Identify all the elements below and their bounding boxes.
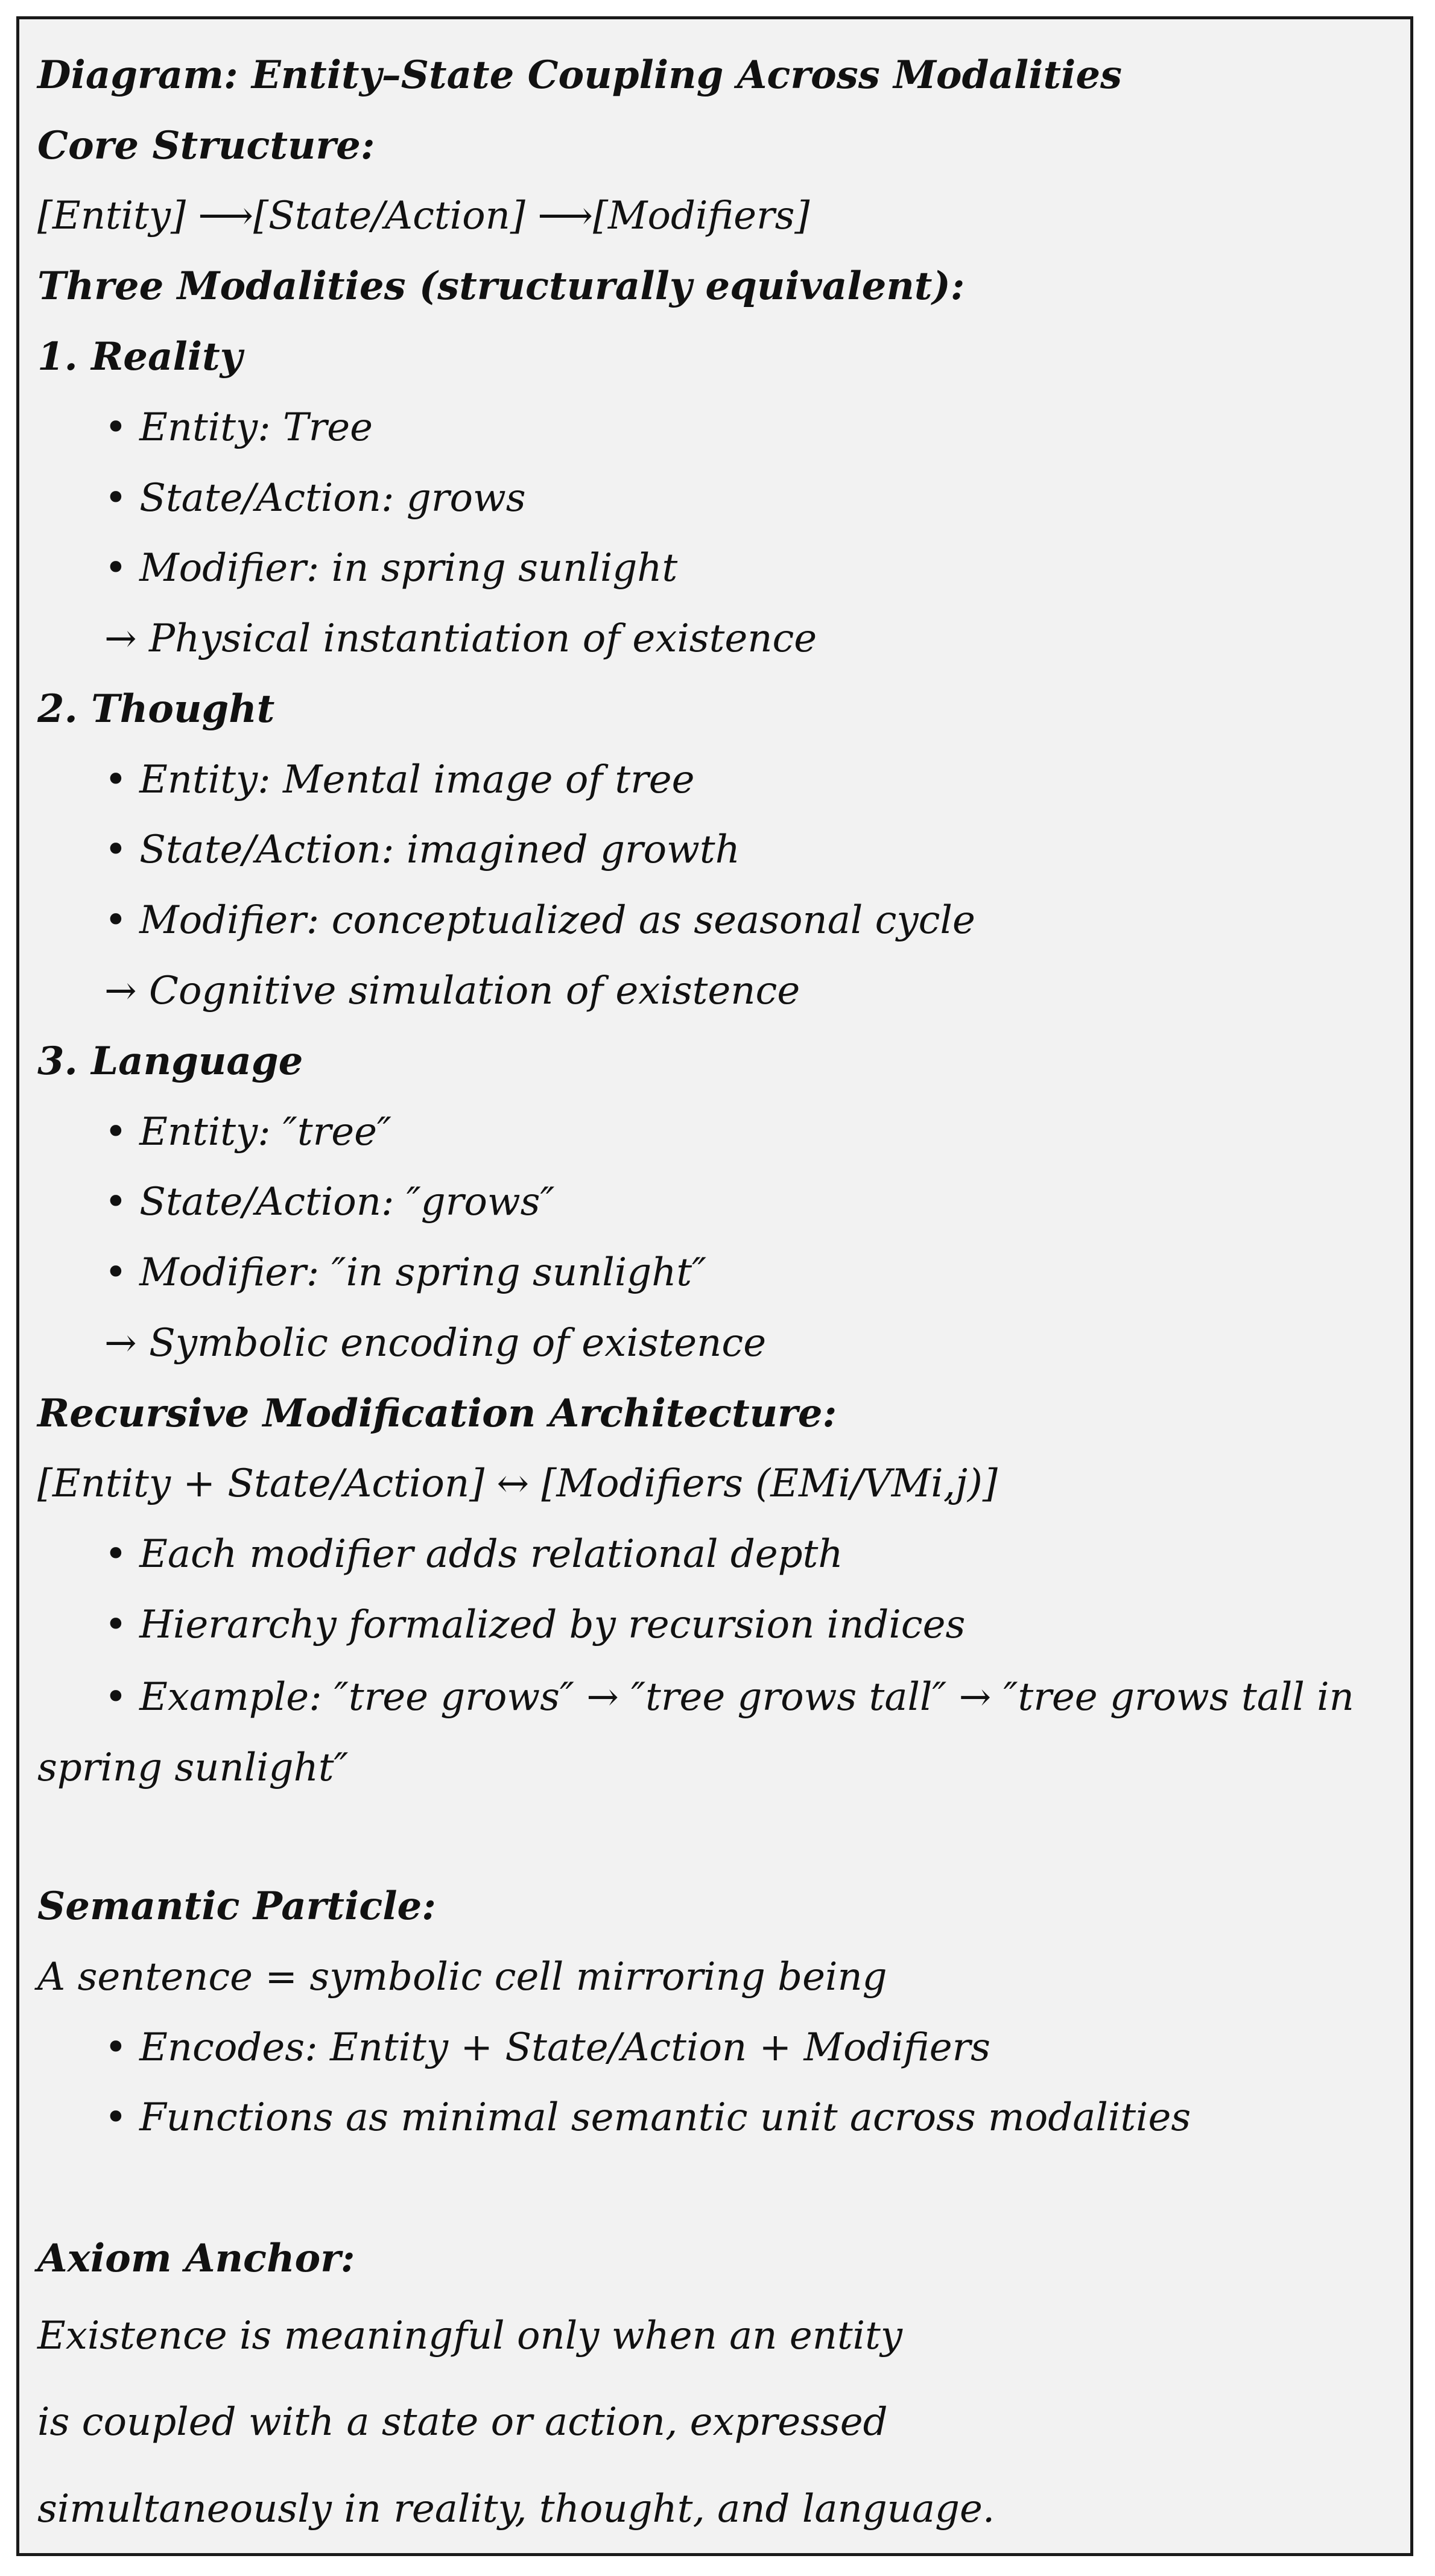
thought-heading: 2. Thought	[37, 686, 275, 732]
thought-item-modifier: • Modifier: conceptualized as seasonal cycle	[104, 901, 975, 940]
particle-heading: Semantic Particle:	[37, 1884, 436, 1929]
thought-item-state: • State/Action: imagined growth	[104, 831, 740, 869]
language-item-modifier: • Modifier: ″in spring sunlight″	[104, 1253, 706, 1292]
language-summary: → Symbolic encoding of existence	[104, 1321, 767, 1366]
core-structure-formula: [Entity] ⟶[State/Action] ⟶[Modifiers]	[37, 194, 810, 238]
thought-summary: → Cognitive simulation of existence	[104, 969, 800, 1013]
document-title: Diagram: Entity–State Coupling Across Modalities	[37, 52, 1123, 98]
reality-item-entity: • Entity: Tree	[104, 408, 373, 447]
recursive-formula: [Entity + State/Action] ↔ [Modifiers (EMi/VMi,j)]	[37, 1461, 998, 1506]
axiom-line-2: is coupled with a state or action, expressed	[37, 2400, 888, 2445]
reality-summary: → Physical instantiation of existence	[104, 616, 817, 661]
thought-item-entity: • Entity: Mental image of tree	[104, 761, 694, 799]
recursive-example-text: • Example: ″tree grows″ → ″tree grows tall″ → ″tree grows tall in spring sunlight″	[37, 1675, 1354, 1790]
core-structure-heading: Core Structure:	[37, 123, 375, 168]
particle-text: A sentence = symbolic cell mirroring being	[37, 1955, 887, 1999]
axiom-line-3: simultaneously in reality, thought, and language.	[37, 2487, 995, 2531]
axiom-line-1: Existence is meaningful only when an entity	[37, 2314, 902, 2358]
recursive-item-hierarchy: • Hierarchy formalized by recursion indices	[104, 1606, 965, 1644]
reality-item-state: • State/Action: grows	[104, 479, 526, 517]
language-item-entity: • Entity: ″tree″	[104, 1113, 391, 1151]
recursive-item-example	[37, 1662, 1376, 1803]
particle-item-functions: • Functions as minimal semantic unit across modalities	[104, 2098, 1191, 2137]
recursive-heading: Recursive Modification Architecture:	[37, 1391, 837, 1436]
reality-item-modifier: • Modifier: in spring sunlight	[104, 549, 677, 587]
particle-item-encodes: • Encodes: Entity + State/Action + Modifiers	[104, 2028, 990, 2067]
modalities-heading: Three Modalities (structurally equivalent):	[37, 264, 965, 309]
axiom-heading: Axiom Anchor:	[37, 2236, 355, 2281]
language-item-state: • State/Action: ″grows″	[104, 1183, 554, 1221]
reality-heading: 1. Reality	[37, 334, 242, 379]
language-heading: 3. Language	[37, 1039, 303, 1084]
recursive-item-depth: • Each modifier adds relational depth	[104, 1535, 843, 1574]
